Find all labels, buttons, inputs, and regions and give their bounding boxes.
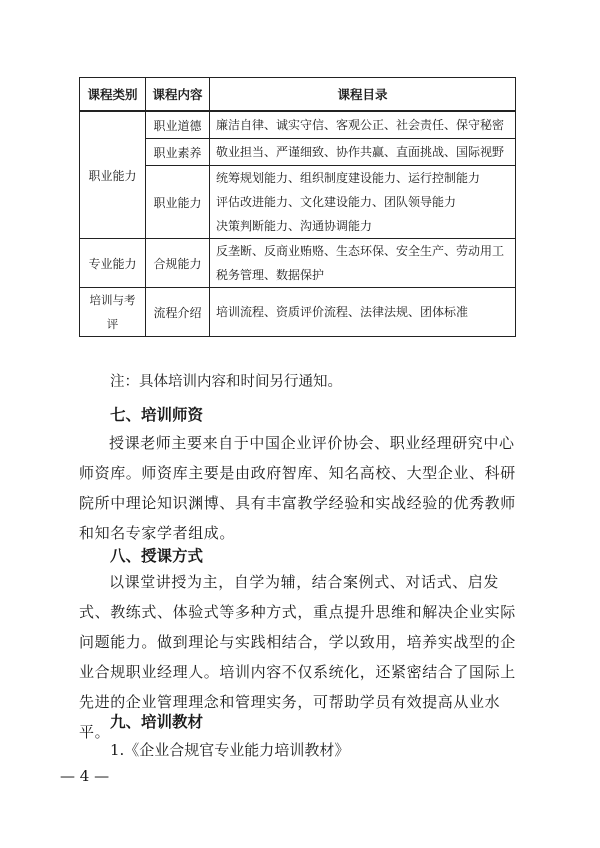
content-line: 廉洁自律、诚实守信、客观公正、社会责任、保守秘密: [216, 118, 505, 132]
table-row: [80, 111, 516, 139]
table-note: 注：具体培训内容和时间另行通知。: [110, 374, 342, 390]
item-cell: 职业道德: [146, 111, 210, 139]
content-cell: [210, 166, 516, 239]
item-cell: 职业能力: [146, 166, 210, 239]
content-cell: [210, 239, 516, 288]
item-cell: 合规能力: [146, 239, 210, 288]
category-cell: 专业能力: [80, 239, 146, 288]
content-line: 评估改进能力、文化建设能力、团队领导能力: [216, 195, 457, 209]
material-item: 1.《企业合规官专业能力培训教材》: [110, 741, 350, 759]
section-heading: 九、培训教材: [110, 713, 204, 731]
header-category: 课程类别: [80, 78, 146, 112]
section-heading: 七、培训师资: [110, 406, 204, 424]
header-content: 课程目录: [210, 78, 516, 112]
header-item: 课程内容: [146, 78, 210, 112]
content-line: 统筹规划能力、组织制度建设能力、运行控制能力: [216, 171, 481, 185]
content-cell: [210, 139, 516, 166]
course-table: [79, 77, 516, 337]
category-cell: 职业能力: [80, 111, 146, 239]
table-row: [80, 288, 516, 337]
content-cell: [210, 288, 516, 337]
paragraph: 以课堂讲授为主，自学为辅，结合案例式、对话式、启发式、教练式、体验式等多种方式，重点提升思维和解决企业实际问题能力。做到理论与实践相结合，学以致用，培养实战型的企业合规职业经理人。培训内容不仅系统化，还紧密结合了国际上先进的企业管理理念和管理实务，可帮助学员有效提高从业水平。: [79, 573, 516, 741]
content-line: 敬业担当、严谨细致、协作共赢、直面挑战、国际视野: [216, 145, 505, 159]
table-row: [80, 166, 516, 239]
content-line: 税务管理、数据保护: [216, 268, 325, 282]
content-line: 培训流程、资质评价流程、法律法规、团体标准: [216, 305, 469, 319]
content-line: 决策判断能力、沟通协调能力: [216, 219, 373, 233]
paragraph: 授课老师主要来自于中国企业评价协会、职业经理研究中心师资库。师资库主要是由政府智库、知名高校、大型企业、科研院所中理论知识渊博、具有丰富教学经验和实战经验的优秀教师和知名专家学者组成。: [79, 434, 516, 542]
category-label: 培训与考评: [89, 293, 136, 331]
item-cell: 流程介绍: [146, 288, 210, 337]
content-cell: [210, 111, 516, 139]
table-header-row: [80, 78, 516, 112]
section-heading: 八、授课方式: [110, 547, 204, 565]
page-number: — 4 —: [60, 767, 110, 785]
category-cell: [80, 288, 146, 337]
item-cell: 职业素养: [146, 139, 210, 166]
table-row: [80, 139, 516, 166]
table-row: [80, 239, 516, 288]
content-line: 反垄断、反商业贿赂、生态环保、安全生产、劳动用工: [216, 244, 505, 258]
section-body: [79, 428, 519, 548]
